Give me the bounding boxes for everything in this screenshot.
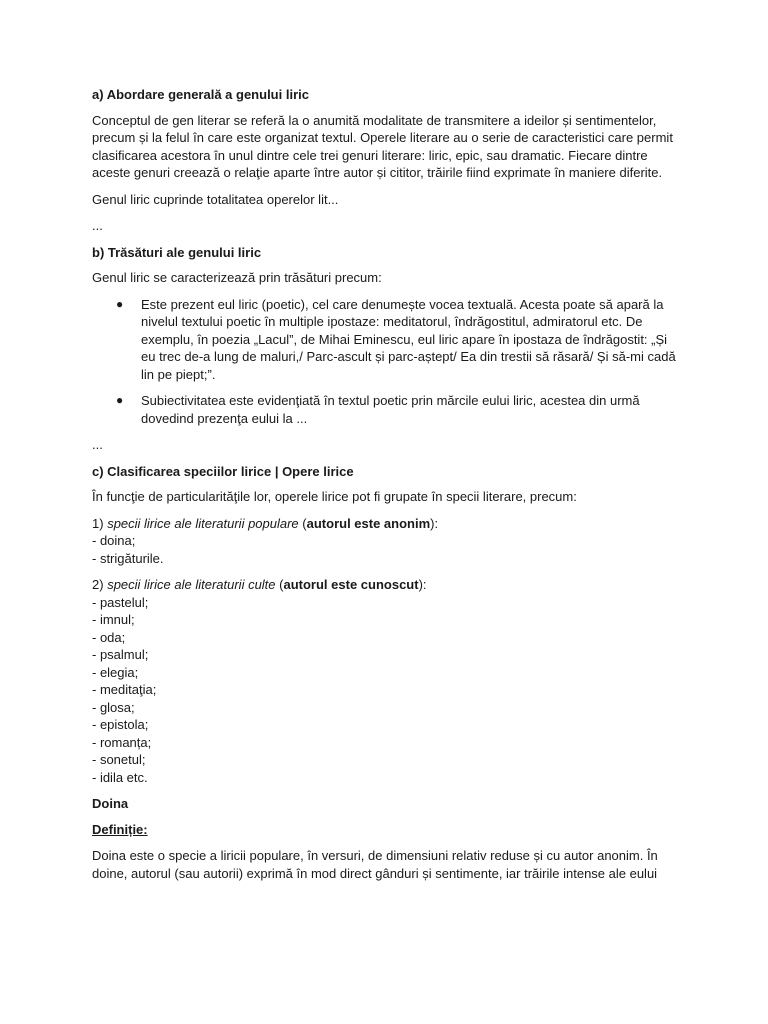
list-item: - idila etc.	[92, 769, 148, 785]
cult-species-title: 2) specii lirice ale literaturii culte (autorul este cunoscut):	[92, 577, 427, 592]
list-item: - strigăturile.	[92, 550, 164, 566]
doina-heading: Doina	[92, 796, 129, 811]
document-page	[92, 86, 682, 891]
list-item: - sonetul;	[92, 752, 146, 767]
list-item: - doina;	[92, 533, 136, 548]
cult-species-group	[92, 576, 682, 786]
section-b-heading: b) Trăsături ale genului liric	[92, 244, 262, 260]
popular-species-group	[92, 515, 682, 568]
list-item: - glosa;	[92, 699, 135, 715]
section-a-paragraph-2: Genul liric cuprinde totalitatea operelor lit...	[92, 191, 339, 207]
bullet-icon: ●	[116, 393, 124, 407]
list-item: - pastelul;	[92, 594, 149, 610]
bullet-item	[92, 296, 682, 384]
list-item: - elegia;	[92, 664, 139, 680]
section-c-intro: În funcţie de particularităţile lor, operele lirice pot fi grupate în specii literare, precum:	[92, 489, 577, 504]
bullet-icon: ●	[116, 296, 124, 311]
bullet-text: Subiectivitatea este evidenţiată în textul poetic prin mărcile eului liric, acestea din urmă dovedind prezenţa eului la ...	[141, 393, 640, 426]
popular-species-title: 1) specii lirice ale literaturii populare (autorul este anonim):	[92, 515, 439, 531]
list-item: - imnul;	[92, 612, 135, 627]
definition-text: Doina este o specie a liricii populare, în versuri, de dimensiuni relativ reduse și cu autor anonim. În doine, autorul (sau autorii) exprimă în mod direct gânduri și sentimente, iar trăirile intense ale eului	[92, 848, 658, 881]
bullet-text: Este prezent eul liric (poetic), cel care denumește vocea textuală. Acesta poate să apară la nivelul textului poetic în multiple ipostaze: meditatorul, îndrăgostitul, admiratorul etc. De exemplu, în poezia „Lacul”, de Mihai Eminescu, eul liric apare în ipostaza de îndrăgostit: „Și eu trec de-a lung de maluri,/ Parc-ascult și parc-aștept/ Ea din trestii să răsară/ Și să-mi cadă lin pe piept;”.	[141, 296, 676, 382]
list-item: - romanța;	[92, 734, 152, 750]
section-b-bullet-list	[92, 296, 682, 428]
bullet-item	[92, 392, 682, 427]
definition-label: Definiție:	[92, 821, 148, 837]
ellipsis-b: ...	[92, 437, 103, 452]
list-item: - meditaţia;	[92, 682, 157, 697]
list-item: - psalmul;	[92, 647, 149, 662]
list-item: - epistola;	[92, 717, 149, 732]
list-item: - oda;	[92, 629, 126, 645]
section-b-intro: Genul liric se caracterizează prin trăsături precum:	[92, 270, 382, 285]
section-c-heading: c) Clasificarea speciilor lirice | Opere lirice	[92, 463, 354, 479]
section-a-heading: a) Abordare generală a genului liric	[92, 87, 309, 102]
section-a-paragraph-1: Conceptul de gen literar se referă la o anumită modalitate de transmitere a ideilor și sentimentelor, precum și la felul în care este organizat textul. Operele literare au o serie de caracteristici care permit clasificarea acestora în unul dintre cele trei genuri literare: liric, epic, sau dramatic. Fiecare dintre aceste genuri creează o relaţie aparte între autor și cititor, trăirile fiind exprimate în maniere diferite.	[92, 112, 673, 180]
ellipsis-a: ...	[92, 218, 103, 233]
